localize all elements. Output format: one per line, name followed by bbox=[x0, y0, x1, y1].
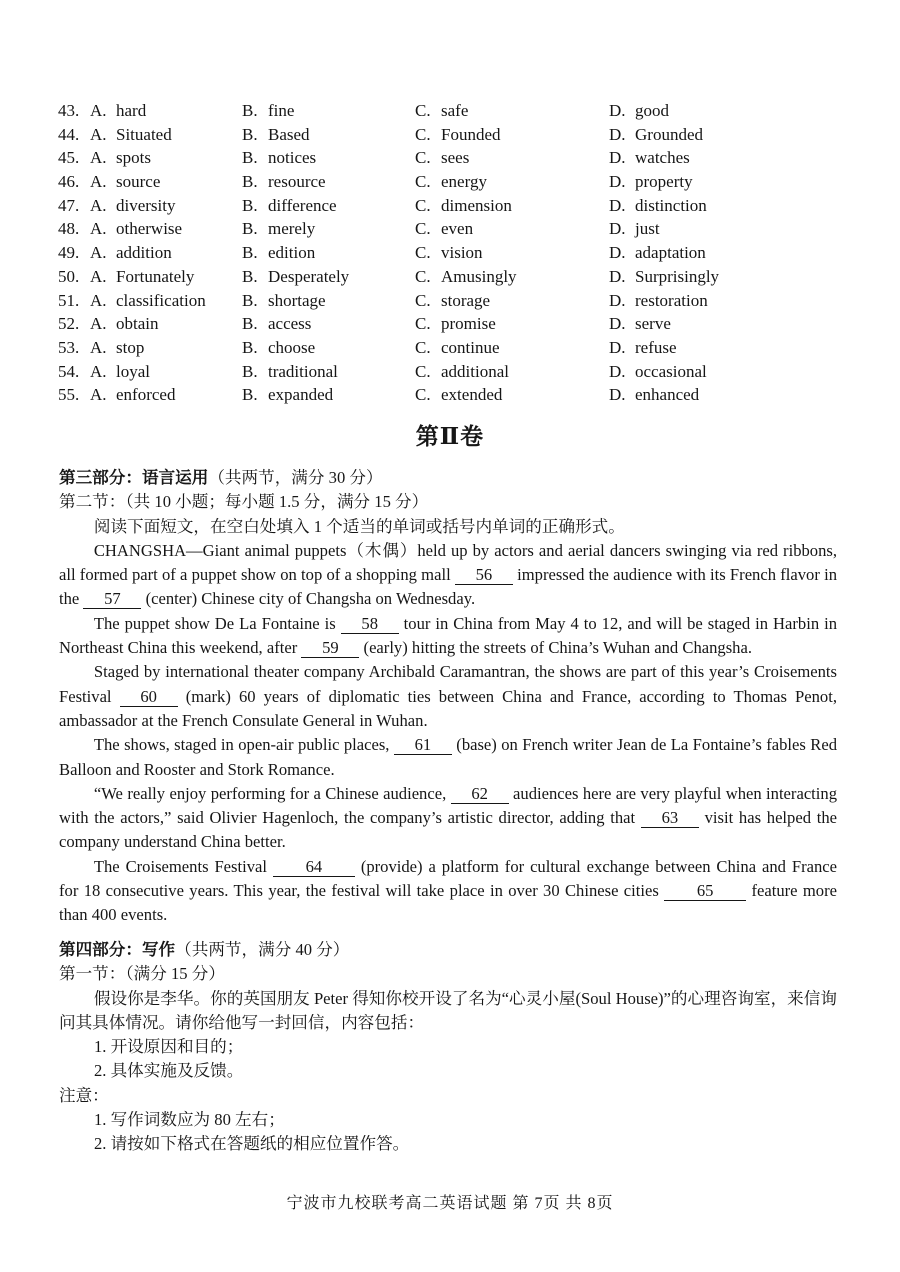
option-word: storage bbox=[441, 290, 491, 310]
blank-58: 58 bbox=[341, 615, 399, 634]
option-word: adaptation bbox=[635, 243, 706, 263]
option-word: access bbox=[268, 314, 312, 334]
passage-text: (mark) 60 years of diplomatic ties between China and France, according to Thomas Penot, ambassador at the French Consulate General in Wuhan. bbox=[59, 686, 837, 730]
option-row bbox=[58, 217, 858, 241]
question-number: 49. bbox=[58, 243, 80, 263]
option-d bbox=[609, 265, 849, 289]
option-letter: B. bbox=[242, 385, 258, 405]
option-word: difference bbox=[268, 195, 337, 215]
option-letter: D. bbox=[609, 266, 626, 286]
page-footer: 宁波市九校联考高二英语试题 第 7页 共 8页 bbox=[286, 1195, 614, 1212]
option-letter: A. bbox=[90, 266, 107, 286]
passage-paragraph-5 bbox=[59, 782, 837, 855]
option-letter: A. bbox=[90, 385, 107, 405]
option-word: occasional bbox=[635, 361, 707, 381]
option-d bbox=[609, 336, 849, 360]
option-word: Based bbox=[268, 124, 310, 144]
option-letter: B. bbox=[242, 243, 258, 263]
option-word: Grounded bbox=[635, 124, 703, 144]
option-letter: A. bbox=[90, 195, 107, 215]
writing-point-1: 1. 开设原因和目的； bbox=[94, 1037, 244, 1057]
passage-paragraph-6 bbox=[59, 855, 837, 928]
option-letter: C. bbox=[415, 124, 431, 144]
option-row bbox=[58, 312, 858, 336]
option-row bbox=[58, 360, 858, 384]
question-number: 51. bbox=[58, 290, 80, 310]
passage-text: tour in China from May 4 to 12, and will be staged in Harbin in Northeast China this weekend, after bbox=[59, 613, 837, 658]
option-letter: C. bbox=[415, 195, 431, 215]
option-word: additional bbox=[441, 361, 509, 381]
question-number: 52. bbox=[58, 314, 80, 334]
option-row bbox=[58, 383, 858, 407]
option-word: extended bbox=[441, 385, 503, 405]
option-letter: C. bbox=[415, 243, 431, 263]
option-b bbox=[242, 99, 415, 123]
option-letter: A. bbox=[90, 219, 107, 239]
option-row bbox=[58, 146, 858, 170]
option-c bbox=[415, 383, 609, 407]
blank-56: 56 bbox=[455, 566, 513, 585]
option-b bbox=[242, 170, 415, 194]
option-c bbox=[415, 146, 609, 170]
option-b bbox=[242, 336, 415, 360]
option-word: Founded bbox=[441, 124, 501, 144]
part4-tail: （共两节，满分 40 分） bbox=[175, 940, 350, 959]
option-word: enforced bbox=[116, 385, 176, 405]
question-number: 44. bbox=[58, 124, 80, 144]
option-word: property bbox=[635, 172, 693, 192]
option-letter: D. bbox=[609, 101, 626, 120]
option-letter: B. bbox=[242, 101, 258, 120]
passage-text: The Croisements Festival bbox=[93, 856, 273, 876]
option-letter: C. bbox=[415, 361, 431, 381]
option-word: stop bbox=[116, 337, 145, 357]
passage-text: feature more than 400 events. bbox=[59, 881, 837, 925]
note-2: 2. 请按如下格式在答题纸的相应位置作答。 bbox=[94, 1134, 410, 1154]
option-letter: A. bbox=[90, 124, 107, 144]
question-number: 50. bbox=[58, 266, 80, 286]
section2-heading: 第二节：（共 10 小题；每小题 1.5 分，满分 15 分） bbox=[59, 492, 429, 512]
option-letter: A. bbox=[90, 314, 107, 334]
option-d bbox=[609, 312, 849, 336]
option-b bbox=[242, 289, 415, 313]
language-use-section bbox=[59, 466, 837, 928]
option-c bbox=[415, 170, 609, 194]
option-word: Situated bbox=[116, 124, 172, 144]
option-row bbox=[58, 241, 858, 265]
option-word: serve bbox=[635, 314, 671, 334]
writing-prompt: 假设你是李华。你的英国朋友 Peter 得知你校开设了名为“心灵小屋(Soul House)”的心理咨询室，来信询问其具体情况。请你给他写一封回信，内容包括： bbox=[59, 988, 837, 1032]
option-d bbox=[609, 217, 849, 241]
passage-text: Staged by international theater company Archibald Caramantran, the shows are part of this year’s Croisements Festival bbox=[59, 662, 837, 706]
question-number: 45. bbox=[58, 148, 80, 168]
option-word: hard bbox=[116, 101, 147, 120]
question-number: 43. bbox=[58, 101, 80, 120]
option-c bbox=[415, 99, 609, 123]
option-word: sees bbox=[441, 148, 470, 168]
option-a bbox=[90, 383, 242, 407]
option-d bbox=[609, 194, 849, 218]
option-b bbox=[242, 383, 415, 407]
blank-61: 61 bbox=[394, 736, 452, 755]
option-b bbox=[242, 312, 415, 336]
section1-heading: 第一节：（满分 15 分） bbox=[59, 964, 225, 984]
option-word: vision bbox=[441, 243, 483, 263]
option-c bbox=[415, 265, 609, 289]
option-a bbox=[90, 241, 242, 265]
option-letter: C. bbox=[415, 148, 431, 168]
option-a bbox=[90, 99, 242, 123]
option-word: safe bbox=[441, 101, 469, 120]
passage-paragraph-1 bbox=[59, 539, 837, 612]
writing-point-2: 2. 具体实施及反馈。 bbox=[94, 1061, 244, 1081]
option-word: continue bbox=[441, 337, 500, 357]
option-a bbox=[90, 123, 242, 147]
blank-62: 62 bbox=[451, 785, 509, 804]
option-row bbox=[58, 123, 858, 147]
passage-paragraph-4 bbox=[59, 733, 837, 782]
option-word: loyal bbox=[116, 361, 150, 381]
option-word: merely bbox=[268, 219, 316, 239]
option-word: dimension bbox=[441, 195, 512, 215]
passage-paragraph-2 bbox=[59, 612, 837, 661]
option-word: refuse bbox=[635, 337, 677, 357]
option-b bbox=[242, 265, 415, 289]
option-word: even bbox=[441, 219, 474, 239]
writing-section bbox=[59, 938, 837, 1157]
option-b bbox=[242, 123, 415, 147]
option-a bbox=[90, 194, 242, 218]
option-c bbox=[415, 241, 609, 265]
blank-65: 65 bbox=[664, 882, 746, 901]
option-d bbox=[609, 123, 849, 147]
option-row bbox=[58, 289, 858, 313]
option-a bbox=[90, 289, 242, 313]
option-b bbox=[242, 217, 415, 241]
volume-title: 第Ⅱ卷 bbox=[415, 423, 485, 450]
note-1: 1. 写作词数应为 80 左右； bbox=[94, 1110, 285, 1130]
option-c bbox=[415, 217, 609, 241]
option-word: good bbox=[635, 101, 669, 120]
option-word: promise bbox=[441, 314, 496, 334]
option-letter: C. bbox=[415, 314, 431, 334]
part4-heading bbox=[59, 938, 837, 962]
option-d bbox=[609, 241, 849, 265]
option-letter: D. bbox=[609, 243, 626, 263]
passage-text: “We really enjoy performing for a Chinese audience, bbox=[93, 783, 451, 803]
option-word: fine bbox=[268, 101, 295, 120]
option-word: Surprisingly bbox=[635, 266, 720, 286]
question-number: 55. bbox=[58, 385, 80, 405]
part3-title: 第三部分：语言运用 bbox=[59, 468, 209, 487]
option-letter: B. bbox=[242, 219, 258, 239]
option-a bbox=[90, 265, 242, 289]
option-word: addition bbox=[116, 243, 172, 263]
option-letter: D. bbox=[609, 361, 626, 381]
option-d bbox=[609, 170, 849, 194]
cloze-options-list bbox=[58, 99, 858, 407]
passage-text: audiences here are very playful when interacting with the actors,” said Olivier Hagenloch, the company’s artistic director, adding that bbox=[59, 783, 837, 828]
option-letter: C. bbox=[415, 290, 431, 310]
option-letter: B. bbox=[242, 195, 258, 215]
option-a bbox=[90, 217, 242, 241]
question-number: 46. bbox=[58, 172, 80, 192]
option-row bbox=[58, 194, 858, 218]
blank-59: 59 bbox=[301, 639, 359, 658]
passage-text: impressed the audience with its French flavor in the bbox=[59, 565, 837, 609]
option-letter: A. bbox=[90, 148, 107, 168]
option-a bbox=[90, 170, 242, 194]
option-word: energy bbox=[441, 172, 487, 192]
option-letter: D. bbox=[609, 124, 626, 144]
option-word: distinction bbox=[635, 195, 707, 215]
blank-60: 60 bbox=[120, 688, 178, 707]
option-row bbox=[58, 265, 858, 289]
passage-text: CHANGSHA—Giant animal puppets（木偶）held up by actors and aerial dancers swinging via red ribbons, all formed part of a puppet show on top of a shopping mall bbox=[59, 540, 837, 585]
option-d bbox=[609, 360, 849, 384]
option-word: otherwise bbox=[116, 219, 183, 239]
option-word: watches bbox=[635, 148, 690, 168]
option-letter: C. bbox=[415, 101, 431, 120]
option-c bbox=[415, 194, 609, 218]
option-c bbox=[415, 289, 609, 313]
passage-text: (base) on French writer Jean de La Fontaine’s fables Red Balloon and Rooster and Stork Romance. bbox=[59, 735, 837, 779]
part3-heading bbox=[59, 466, 837, 490]
option-letter: C. bbox=[415, 219, 431, 239]
option-d bbox=[609, 383, 849, 407]
option-letter: B. bbox=[242, 148, 258, 168]
option-a bbox=[90, 360, 242, 384]
option-word: enhanced bbox=[635, 385, 700, 405]
passage-text: (provide) a platform for cultural exchange between China and France for 18 consecutive years. This year, the festival will take place in over 30 Chinese cities bbox=[59, 856, 837, 901]
option-word: Fortunately bbox=[116, 266, 195, 286]
option-word: classification bbox=[116, 290, 206, 310]
question-number: 53. bbox=[58, 337, 80, 357]
option-word: traditional bbox=[268, 361, 338, 381]
option-d bbox=[609, 99, 849, 123]
option-word: edition bbox=[268, 243, 316, 263]
option-word: shortage bbox=[268, 290, 326, 310]
part3-tail: （共两节，满分 30 分） bbox=[208, 468, 383, 487]
option-letter: C. bbox=[415, 266, 431, 286]
option-a bbox=[90, 146, 242, 170]
option-letter: B. bbox=[242, 361, 258, 381]
passage-text: visit has helped the company understand China better. bbox=[59, 808, 838, 852]
option-word: source bbox=[116, 172, 161, 192]
passage-paragraph-3 bbox=[59, 660, 837, 733]
option-letter: B. bbox=[242, 172, 258, 192]
passage-text: The puppet show De La Fontaine is bbox=[93, 613, 341, 633]
blank-57: 57 bbox=[83, 590, 141, 609]
option-letter: B. bbox=[242, 337, 258, 357]
question-number: 47. bbox=[58, 195, 80, 215]
option-b bbox=[242, 360, 415, 384]
option-c bbox=[415, 312, 609, 336]
option-word: obtain bbox=[116, 314, 159, 334]
option-letter: D. bbox=[609, 148, 626, 168]
option-letter: B. bbox=[242, 266, 258, 286]
option-letter: D. bbox=[609, 385, 626, 405]
option-word: just bbox=[635, 219, 660, 239]
option-letter: D. bbox=[609, 337, 626, 357]
option-letter: B. bbox=[242, 290, 258, 310]
option-letter: A. bbox=[90, 243, 107, 263]
option-letter: B. bbox=[242, 314, 258, 334]
option-letter: D. bbox=[609, 290, 626, 310]
option-c bbox=[415, 336, 609, 360]
option-letter: A. bbox=[90, 337, 107, 357]
option-b bbox=[242, 241, 415, 265]
passage-text: (early) hitting the streets of China’s Wuhan and Changsha. bbox=[359, 638, 752, 658]
option-word: choose bbox=[268, 337, 316, 357]
option-a bbox=[90, 336, 242, 360]
option-letter: A. bbox=[90, 101, 107, 120]
option-word: notices bbox=[268, 148, 317, 168]
option-letter: C. bbox=[415, 172, 431, 192]
option-letter: C. bbox=[415, 385, 431, 405]
option-letter: B. bbox=[242, 124, 258, 144]
option-word: expanded bbox=[268, 385, 334, 405]
option-letter: D. bbox=[609, 314, 626, 334]
option-d bbox=[609, 289, 849, 313]
option-letter: D. bbox=[609, 172, 626, 192]
question-number: 48. bbox=[58, 219, 80, 239]
option-letter: D. bbox=[609, 195, 626, 215]
question-number: 54. bbox=[58, 361, 80, 381]
option-word: Amusingly bbox=[441, 266, 517, 286]
passage-text: (center) Chinese city of Changsha on Wednesday. bbox=[141, 589, 476, 609]
option-b bbox=[242, 194, 415, 218]
option-letter: C. bbox=[415, 337, 431, 357]
option-word: spots bbox=[116, 148, 151, 168]
option-word: resource bbox=[268, 172, 326, 192]
option-d bbox=[609, 146, 849, 170]
passage-text: The shows, staged in open-air public places, bbox=[93, 735, 394, 755]
option-c bbox=[415, 360, 609, 384]
option-row bbox=[58, 99, 858, 123]
option-row bbox=[58, 170, 858, 194]
notes-label: 注意： bbox=[59, 1085, 109, 1105]
option-word: restoration bbox=[635, 290, 708, 310]
option-letter: A. bbox=[90, 172, 107, 192]
option-b bbox=[242, 146, 415, 170]
option-letter: D. bbox=[609, 219, 626, 239]
option-a bbox=[90, 312, 242, 336]
blank-63: 63 bbox=[641, 809, 699, 828]
instruction: 阅读下面短文，在空白处填入 1 个适当的单词或括号内单词的正确形式。 bbox=[93, 516, 625, 536]
part4-title: 第四部分：写作 bbox=[59, 940, 176, 959]
option-letter: A. bbox=[90, 361, 107, 381]
blank-64: 64 bbox=[273, 858, 355, 877]
option-c bbox=[415, 123, 609, 147]
option-word: Desperately bbox=[268, 266, 350, 286]
option-word: diversity bbox=[116, 195, 176, 215]
option-row bbox=[58, 336, 858, 360]
option-letter: A. bbox=[90, 290, 107, 310]
